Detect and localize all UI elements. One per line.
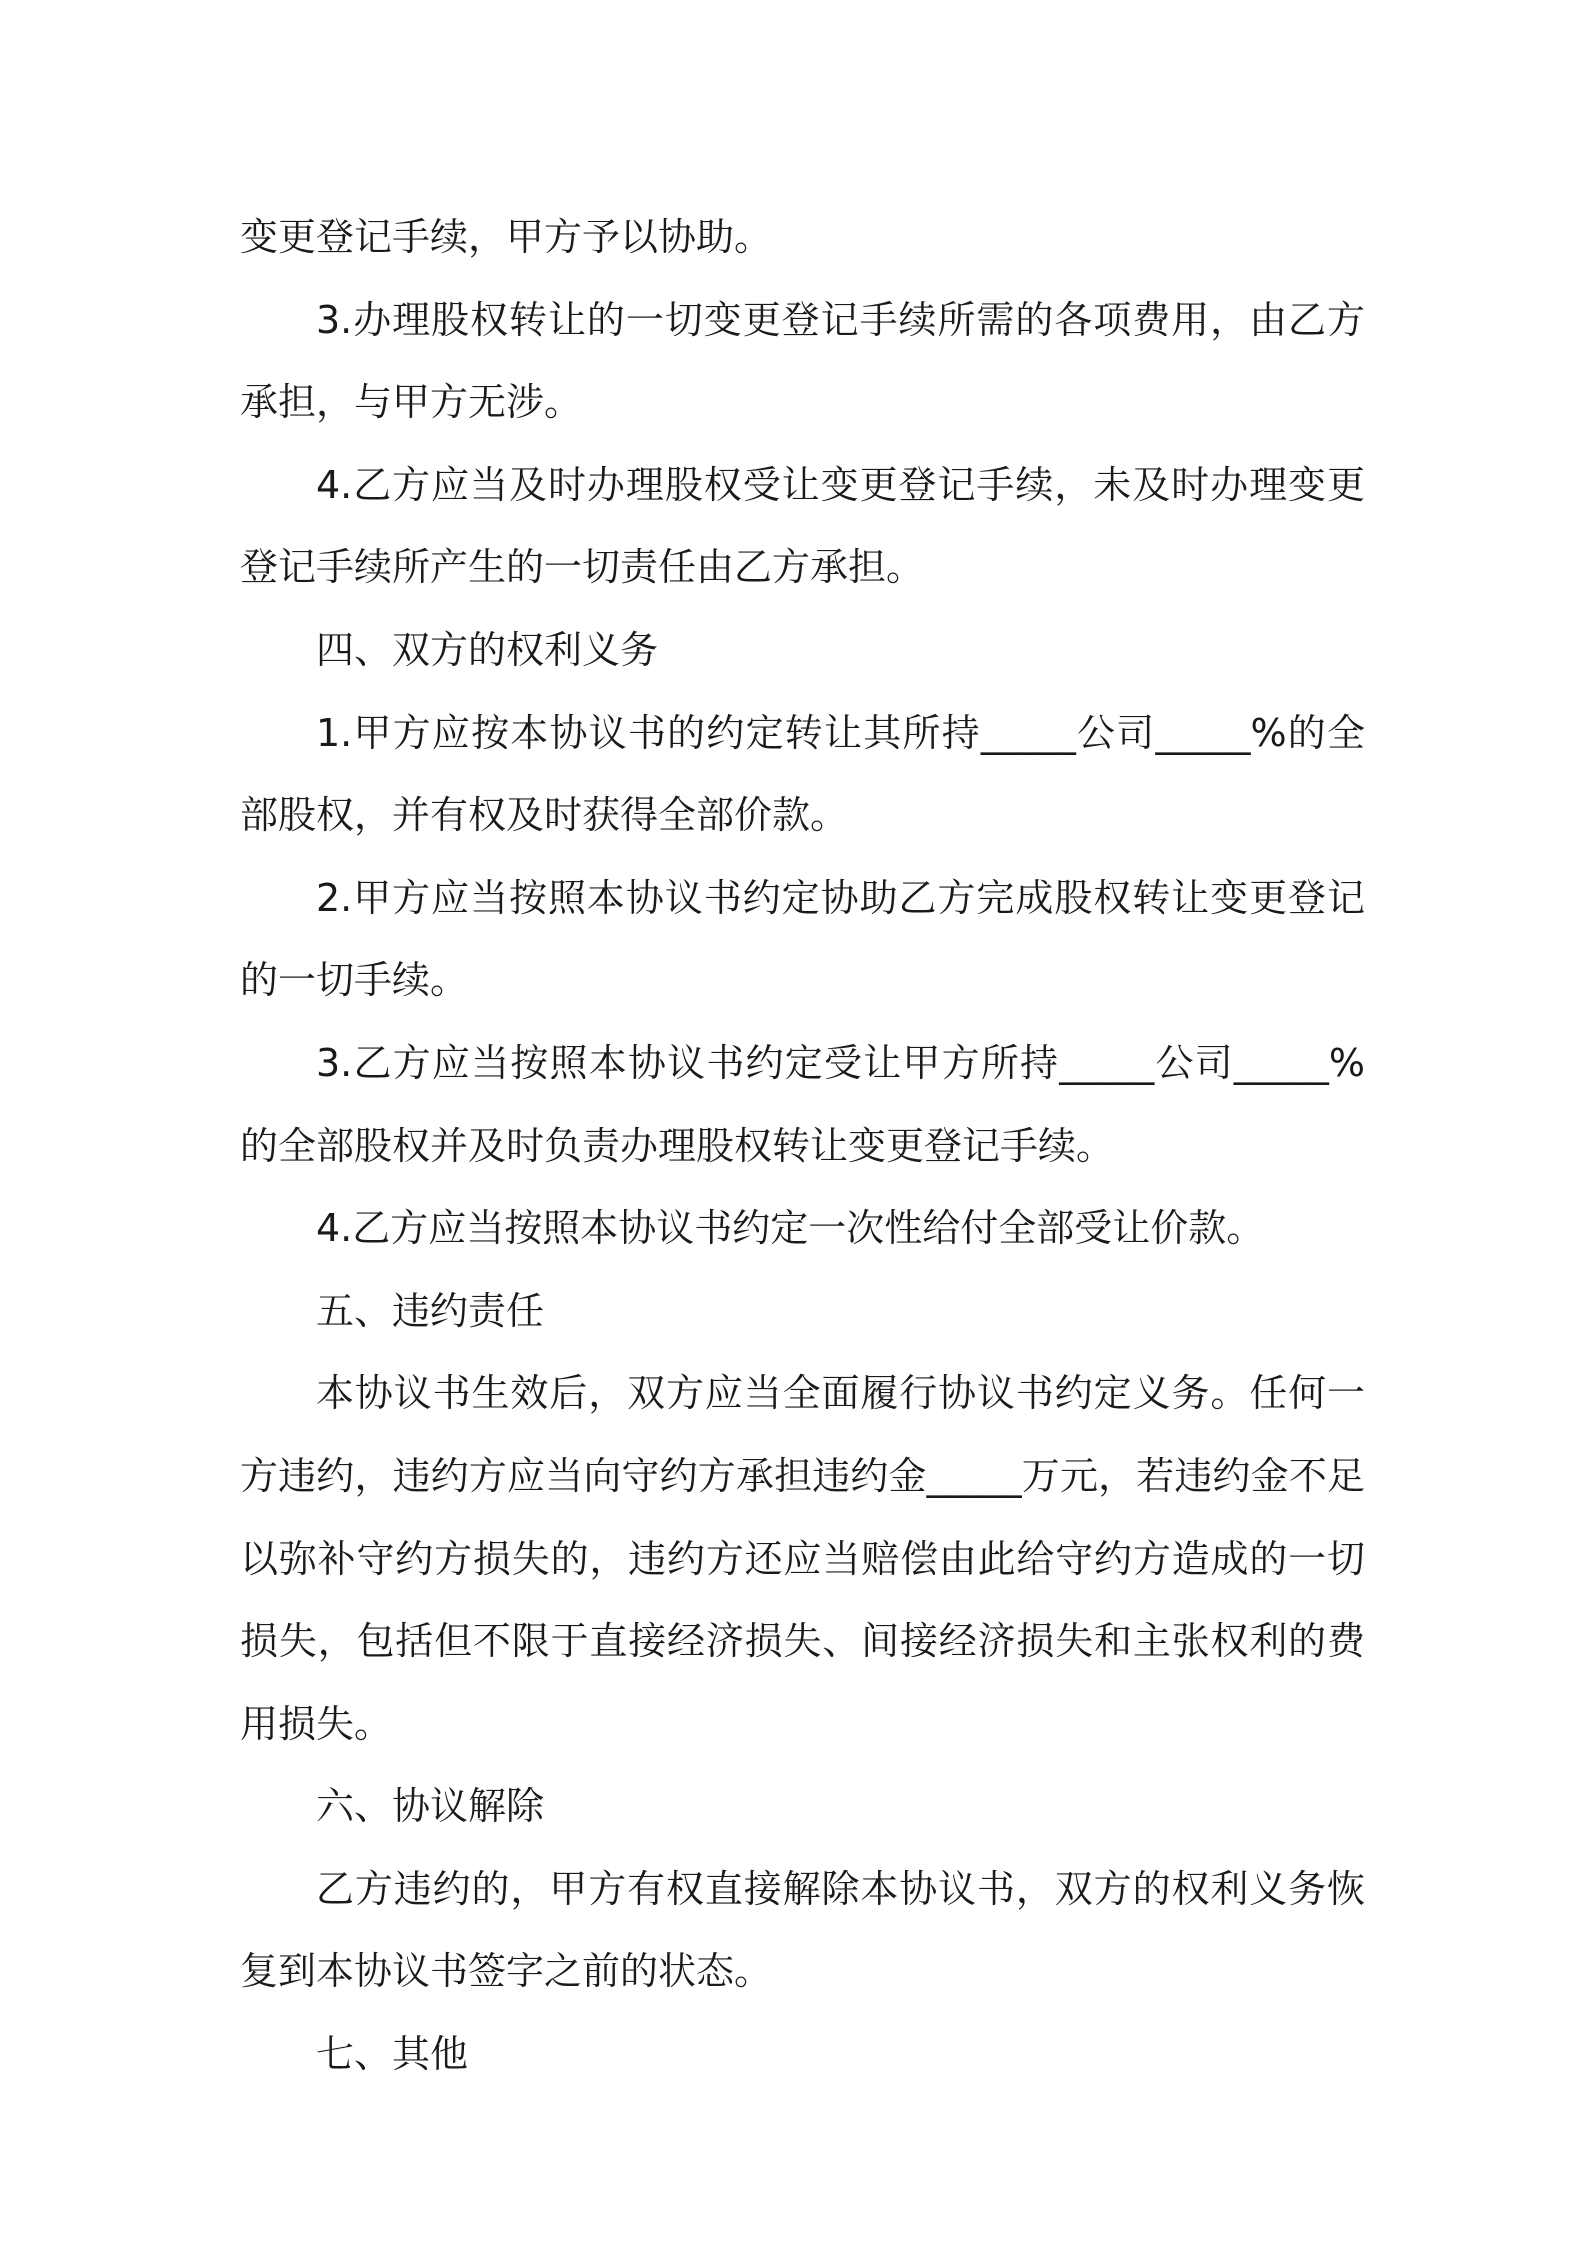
- section-heading-breach: 五、违约责任: [316, 1288, 545, 1333]
- paragraph-clause-3-fees: 3.办理股权转让的一切变更登记手续所需的各项费用，由乙方承担，与甲方无涉。: [240, 297, 1365, 425]
- document-body: [240, 196, 1365, 2096]
- paragraph-rights-2: 2.甲方应当按照本协议书约定协助乙方完成股权转让变更登记的一切手续。: [240, 875, 1365, 1003]
- paragraph-clause-4-registration: 4.乙方应当及时办理股权受让变更登记手续，未及时办理变更登记手续所产生的一切责任由乙方承担。: [240, 462, 1365, 590]
- paragraph-rights-3: 3.乙方应当按照本协议书约定受让甲方所持_____公司_____%的全部股权并及时负责办理股权转让变更登记手续。: [240, 1040, 1365, 1168]
- paragraph-rights-4: 4.乙方应当按照本协议书约定一次性给付全部受让价款。: [316, 1206, 1265, 1251]
- paragraph-rights-1: 1.甲方应按本协议书的约定转让其所持_____公司_____%的全部股权，并有权及时获得全部价款。: [240, 710, 1365, 838]
- paragraph-breach: 本协议书生效后，双方应当全面履行协议书约定义务。任何一方违约，违约方应当向守约方承担违约金_____万元，若违约金不足以弥补守约方损失的，违约方还应当赔偿由此给守约方造成的一切损失，包括但不限于直接经济损失、间接经济损失和主张权利的费用损失。: [240, 1371, 1365, 1746]
- section-heading-termination: 六、协议解除: [316, 1784, 545, 1829]
- section-heading-rights-obligations: 四、双方的权利义务: [316, 627, 659, 672]
- section-heading-other: 七、其他: [316, 2032, 469, 2077]
- paragraph-termination: 乙方违约的，甲方有权直接解除本协议书，双方的权利义务恢复到本协议书签字之前的状态。: [240, 1866, 1365, 1994]
- paragraph-continuation: 变更登记手续，甲方予以协助。: [240, 215, 773, 259]
